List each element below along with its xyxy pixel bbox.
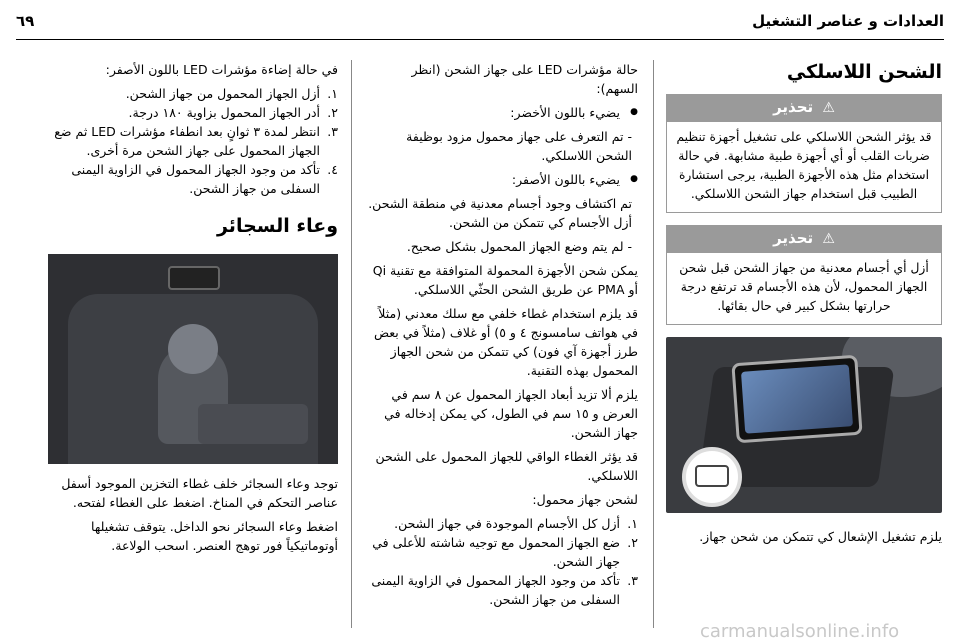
- yellow-intro: في حالة إضاءة مؤشرات LED باللون الأصفر:: [105, 62, 338, 77]
- warning-box-2-body: أزل أي أجسام معدنية من جهاز الشحن قبل شحن الجهاز المحمول، لأن هذه الأجسام قد ترتفع درجة حرارتها بشكل كبير في حال بقائها.: [666, 253, 942, 325]
- shifter-knob: [168, 324, 218, 374]
- column-divider: [653, 60, 654, 628]
- warning-title: تحذير: [773, 98, 814, 116]
- usb-port: [168, 266, 220, 290]
- step-item: ٢. أدر الجهاز المحمول بزاوية ١٨٠ درجة.: [128, 105, 338, 120]
- paragraph-size: يلزم ألا تزيد أبعاد الجهاز المحمول عن ٨ سم في العرض و ١٥ سم في الطول، كي يمكن إدخاله في جهاز الشحن.: [384, 387, 638, 440]
- bullet-green-detail: - تم التعرف على جهاز محمول مزود بوظيفة الشحن اللاسلكي.: [406, 129, 632, 163]
- warning-box-1-title: [666, 94, 942, 122]
- watermark: carmanualsonline.info: [700, 621, 900, 642]
- column-wireless-charging: [666, 60, 942, 546]
- page-header: [16, 6, 944, 36]
- column-led-status: [368, 60, 638, 609]
- lighter-caption-2: اضغط وعاء السجائر نحو الداخل. يتوقف تشغيلها أوتوماتيكياً فور توهج العنصر. اسحب الولاعة.: [91, 519, 338, 553]
- console-buttons: [198, 404, 308, 444]
- photo-caption: يلزم تشغيل الإشعال كي تتمكن من شحن جهاز.: [699, 529, 942, 544]
- step-item: ٢. ضع الجهاز المحمول مع توجيه شاشته للأعلى في جهاز الشحن.: [372, 535, 638, 569]
- paragraph-cover: قد يلزم استخدام غطاء خلفي مع سلك معدني (مثلاً في هواتف سامسونج ٤ و ٥) أو غلاف (مثلاً في بعض طرز أجهزة آي فون) كي تتمكن من شحن الجهاز المحمول بهذه التقنية.: [373, 306, 638, 378]
- warning-title: تحذير: [773, 229, 814, 247]
- lighter-photo: [48, 254, 338, 464]
- warning-box-1-body: قد يؤثر الشحن اللاسلكي على تشغيل أجهزة تنظيم ضربات القلب أو أي أجهزة طبية مشابهة. في حالة استخدام مثل هذه الأجهزة الطبية، يرجى استشارة الطبيب قبل استخدام جهاز الشحن اللاسلكي.: [666, 122, 942, 213]
- phone-image: [731, 355, 862, 444]
- column-yellow-led: [48, 60, 338, 560]
- bullet-yellow-detail-2: - لم يتم وضع الجهاز المحمول بشكل صحيح.: [406, 239, 632, 254]
- steps-title: لشحن جهاز محمول:: [532, 492, 638, 507]
- column-divider: [351, 60, 352, 628]
- paragraph-qi: يمكن شحن الأجهزة المحمولة المتوافقة مع تقنية Qi أو PMA عن طريق الشحن الحثّي اللاسلكي.: [372, 263, 638, 297]
- section-heading-wireless: الشحن اللاسلكي: [786, 61, 942, 83]
- step-item: ١. أزل الجهاز المحمول من جهاز الشحن.: [125, 86, 338, 101]
- bullet-green: ● يضيء باللون الأخضر:: [368, 103, 638, 122]
- section-title: العدادات و عناصر التشغيل: [752, 12, 944, 30]
- step-item: ٣. انتظر لمدة ٣ ثوانٍ بعد انطفاء مؤشرات LED ثم ضع الجهاز المحمول على جهاز الشحن مرة أخرى.: [54, 124, 338, 158]
- bullet-yellow-detail-1: تم اكتشاف وجود أجسام معدنية في منطقة الشحن. أزل الأجسام كي تتمكن من الشحن.: [368, 196, 632, 230]
- step-item: ٤. تأكد من وجود الجهاز المحمول في الزاوية اليمنى السفلى من جهاز الشحن.: [71, 162, 338, 196]
- warning-box-2-title: [666, 225, 942, 253]
- bullet-yellow: ● يضيء باللون الأصفر:: [368, 170, 638, 189]
- led-intro: حالة مؤشرات LED على جهاز الشحن (انظر السهم):: [411, 62, 638, 96]
- page-number: ٦٩: [16, 12, 35, 30]
- wireless-charger-photo: [666, 337, 942, 513]
- paragraph-case: قد يؤثر الغطاء الواقي للجهاز المحمول على الشحن اللاسلكي.: [375, 449, 638, 483]
- header-rule: [16, 39, 944, 40]
- warning-icon: ⚠: [822, 100, 835, 116]
- step-item: ٣. تأكد من وجود الجهاز المحمول في الزاوية اليمنى السفلى من جهاز الشحن.: [371, 573, 638, 607]
- warning-icon: ⚠: [822, 231, 835, 247]
- charging-led-icon: [682, 447, 742, 507]
- section-heading-lighter: وعاء السجائر: [216, 215, 338, 237]
- lighter-caption: توجد وعاء السجائر خلف غطاء التخزين الموجود أسفل عناصر التحكم في المناخ. اضغط على الغطاء لفتحه.: [61, 476, 338, 510]
- step-item: ١. أزل كل الأجسام الموجودة في جهاز الشحن.: [394, 516, 638, 531]
